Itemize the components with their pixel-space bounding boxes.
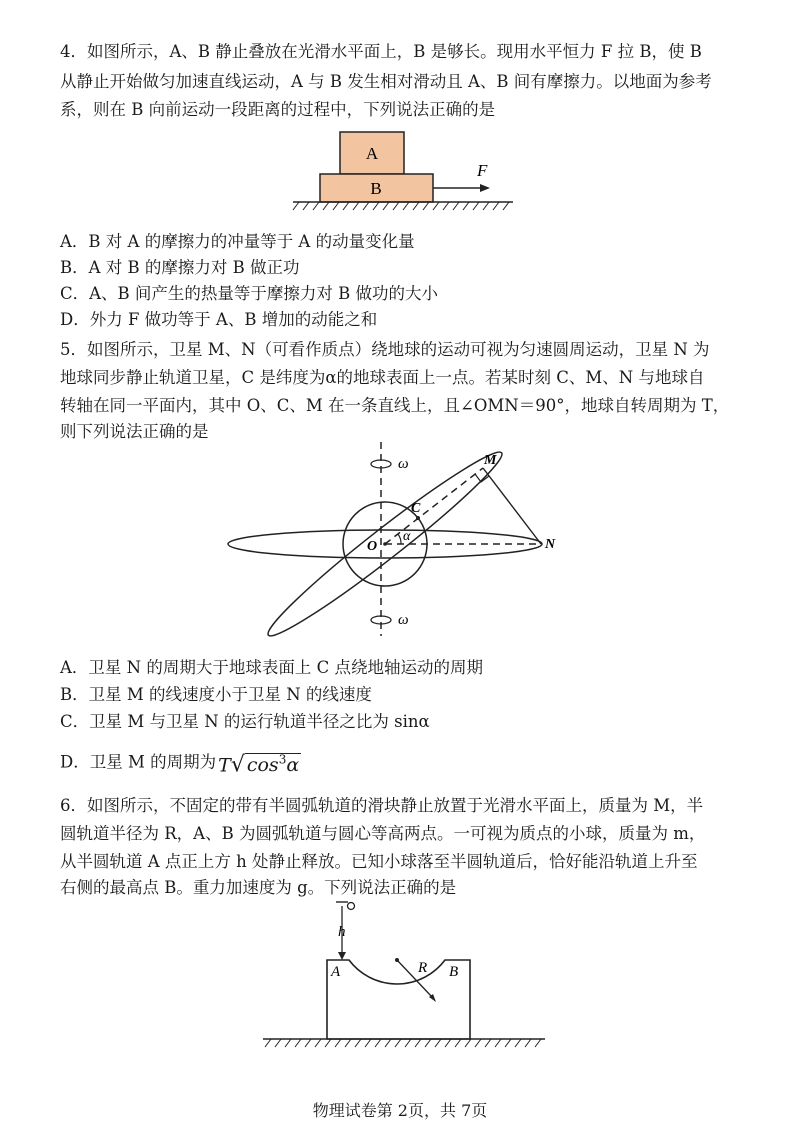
q5-stem-line3: 转轴在同一平面内，其中 O、C、M 在一条直线上，且∠OMN＝90°，地球自转周期为 T， (60, 396, 730, 415)
label-r: R (418, 960, 428, 976)
q4-stem-line2: 从静止开始做匀加速直线运动，A 与 B 发生相对滑动且 A、B 间有摩擦力。以地面为参考 (60, 72, 712, 91)
page-footer: 物理试卷第 2页，共 7页 (312, 1101, 488, 1120)
label-a: A (331, 964, 341, 980)
q6-stem-line3: 从半圆轨道 A 点正上方 h 处静止释放。已知小球落至半圆轨道后，恰好能沿轨道上升至 (60, 852, 698, 871)
q5-option-d (60, 748, 301, 778)
label-h: h (338, 924, 346, 940)
radicand (245, 753, 301, 776)
formula-cos: cos (246, 754, 279, 777)
formula-t: T (218, 754, 231, 777)
q6-figure-track (255, 896, 555, 1056)
point-c (416, 516, 420, 520)
label-n: N (545, 537, 556, 552)
q4-option-c: C．A、B 间产生的热量等于摩擦力对 B 做功的大小 (60, 284, 439, 303)
label-f: F (477, 161, 488, 180)
ground-hatch (293, 202, 509, 210)
force-arrowhead-icon (480, 184, 490, 192)
ball-icon (348, 903, 355, 910)
q5-option-a: A．卫星 N 的周期大于地球表面上 C 点绕地轴运动的周期 (60, 658, 483, 677)
label-a: A (365, 144, 379, 163)
height-arrowhead-icon (338, 952, 346, 960)
label-c: C (411, 501, 421, 516)
q4-option-d: D．外力 F 做功等于 A、B 增加的动能之和 (60, 310, 378, 329)
q5-figure-orbits (225, 440, 585, 640)
label-alpha: α (403, 529, 411, 544)
ground-hatch (265, 1039, 541, 1047)
q5-option-d-prefix: D．卫星 M 的周期为 (60, 752, 217, 772)
formula-alpha: α (286, 754, 300, 777)
q5-stem-line2: 地球同步静止轨道卫星，C 是纬度为α的地球表面上一点。若某时刻 C、M、N 与地球自 (60, 368, 705, 387)
omega-top: ω (398, 456, 409, 472)
omega-bottom: ω (398, 612, 409, 628)
q5-option-b: B．卫星 M 的线速度小于卫星 N 的线速度 (60, 685, 372, 704)
option-d-formula (218, 748, 301, 778)
line-m-n (483, 468, 541, 544)
q6-stem-line4: 右侧的最高点 B。重力加速度为 g。下列说法正确的是 (60, 878, 457, 897)
q5-option-c: C．卫星 M 与卫星 N 的运行轨道半径之比为 sinα (60, 712, 430, 731)
angle-alpha-arc (398, 534, 401, 544)
sqrt-sign-icon: √ (230, 752, 245, 778)
q4-figure-blocks (285, 128, 525, 216)
point-o (383, 542, 387, 546)
q4-stem-line3: 系，则在 B 向前运动一段距离的过程中，下列说法正确的是 (60, 100, 496, 119)
q6-stem-line2: 圆轨道半径为 R，A、B 为圆弧轨道与圆心等高两点。一可视为质点的小球，质量为 m， (60, 824, 706, 843)
q5-stem-line1: 5．如图所示，卫星 M、N（可看作质点）绕地球的运动可视为匀速圆周运动，卫星 N 为 (60, 340, 710, 359)
q6-stem-line1: 6．如图所示，不固定的带有半圆弧轨道的滑块静止放置于光滑水平面上，质量为 M，半 (60, 796, 704, 815)
formula-power: 3 (278, 753, 287, 767)
q4-option-a: A．B 对 A 的摩擦力的冲量等于 A 的动量变化量 (60, 232, 415, 251)
label-o: O (367, 539, 378, 554)
q4-stem-line1: 4．如图所示，A、B 静止叠放在光滑水平面上，B 是够长。现用水平恒力 F 拉 B，使 B (60, 42, 702, 61)
label-m: M (484, 453, 497, 468)
q4-option-b: B．A 对 B 的摩擦力对 B 做正功 (60, 258, 300, 277)
q5-stem-line4: 则下列说法正确的是 (60, 422, 209, 441)
label-b: B (449, 964, 459, 980)
label-b: B (370, 179, 382, 198)
